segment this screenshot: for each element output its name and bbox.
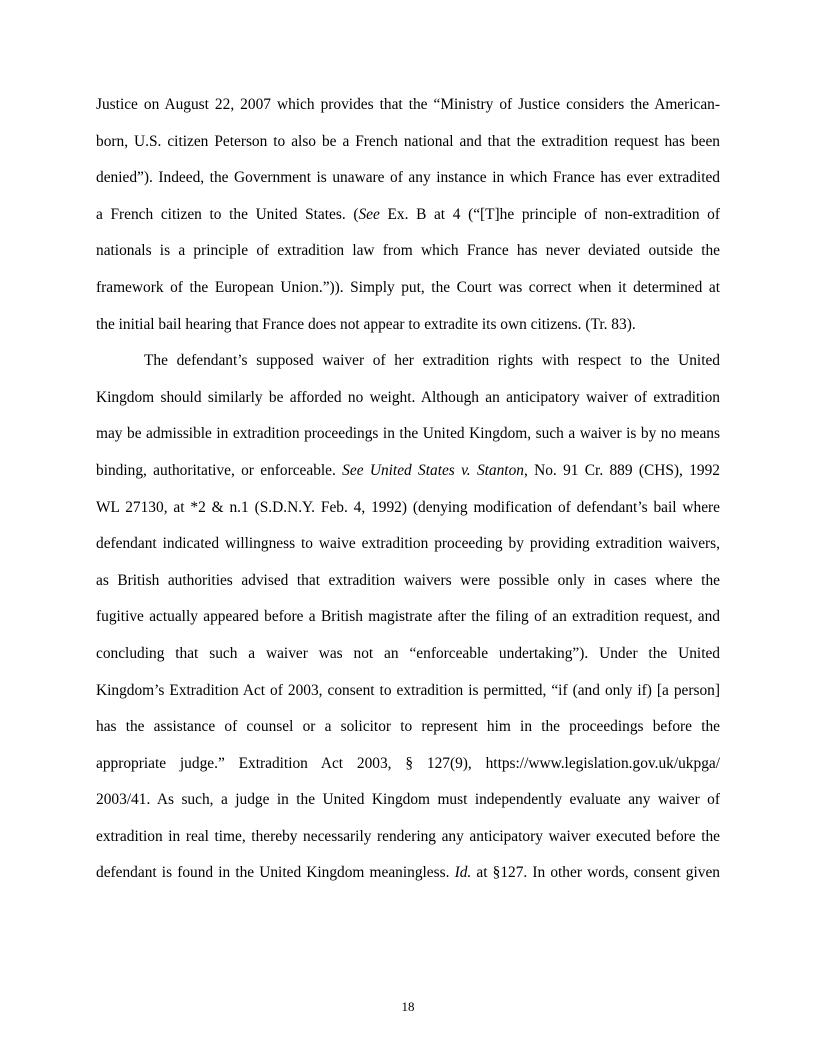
text-line: a French citizen to the United States. (See Ex. B at 4 (“[T]he principle of non-extradition of <box>96 205 720 223</box>
text-line: has the assistance of counsel or a solicitor to represent him in the proceedings before the <box>96 718 720 736</box>
text-line: Kingdom’s Extradition Act of 2003, consent to extradition is permitted, “if (and only if) [a person] <box>96 681 720 699</box>
text-line: nationals is a principle of extradition law from which France has never deviated outside the <box>96 242 720 260</box>
paragraph-2 <box>96 343 720 892</box>
text-line: the initial bail hearing that France does not appear to extradite its own citizens. (Tr. 83). <box>96 315 636 333</box>
text-line: 2003/41. As such, a judge in the United Kingdom must independently evaluate any waiver of <box>96 791 720 809</box>
text-line: appropriate judge.” Extradition Act 2003, § 127(9), https://www.legislation.gov.uk/ukpga/ <box>96 754 720 772</box>
text-line: framework of the European Union.”)). Simply put, the Court was correct when it determined at <box>96 278 720 296</box>
text-line: extradition in real time, thereby necessarily rendering any anticipatory waiver executed before the <box>96 827 720 845</box>
document-body <box>96 87 720 892</box>
text-line: denied”). Indeed, the Government is unaware of any instance in which France has ever extradited <box>96 169 720 187</box>
text-line: as British authorities advised that extradition waivers were possible only in cases where the <box>96 571 720 589</box>
text-line: binding, authoritative, or enforceable. See United States v. Stanton, No. 91 Cr. 889 (CHS), 1992 <box>96 461 720 479</box>
text-line: Justice on August 22, 2007 which provides that the “Ministry of Justice considers the American- <box>96 96 720 113</box>
text-line: concluding that such a waiver was not an “enforceable undertaking”). Under the United <box>96 644 720 662</box>
text-line: The defendant’s supposed waiver of her extradition rights with respect to the United <box>144 352 720 370</box>
text-line: fugitive actually appeared before a British magistrate after the filing of an extradition request, and <box>96 608 720 626</box>
text-line: defendant is found in the United Kingdom meaningless. Id. at §127. In other words, consent given <box>96 864 720 882</box>
text-line: defendant indicated willingness to waive extradition proceeding by providing extradition waivers, <box>96 535 720 553</box>
text-line: WL 27130, at *2 & n.1 (S.D.N.Y. Feb. 4, 1992) (denying modification of defendant’s bail where <box>96 498 720 516</box>
paragraph-1 <box>96 87 720 343</box>
text-line: born, U.S. citizen Peterson to also be a French national and that the extradition request has been <box>96 132 720 150</box>
text-line: may be admissible in extradition proceedings in the United Kingdom, such a waiver is by no means <box>96 425 720 443</box>
page-number: 18 <box>401 999 415 1014</box>
text-line: Kingdom should similarly be afforded no weight. Although an anticipatory waiver of extradition <box>96 388 720 406</box>
